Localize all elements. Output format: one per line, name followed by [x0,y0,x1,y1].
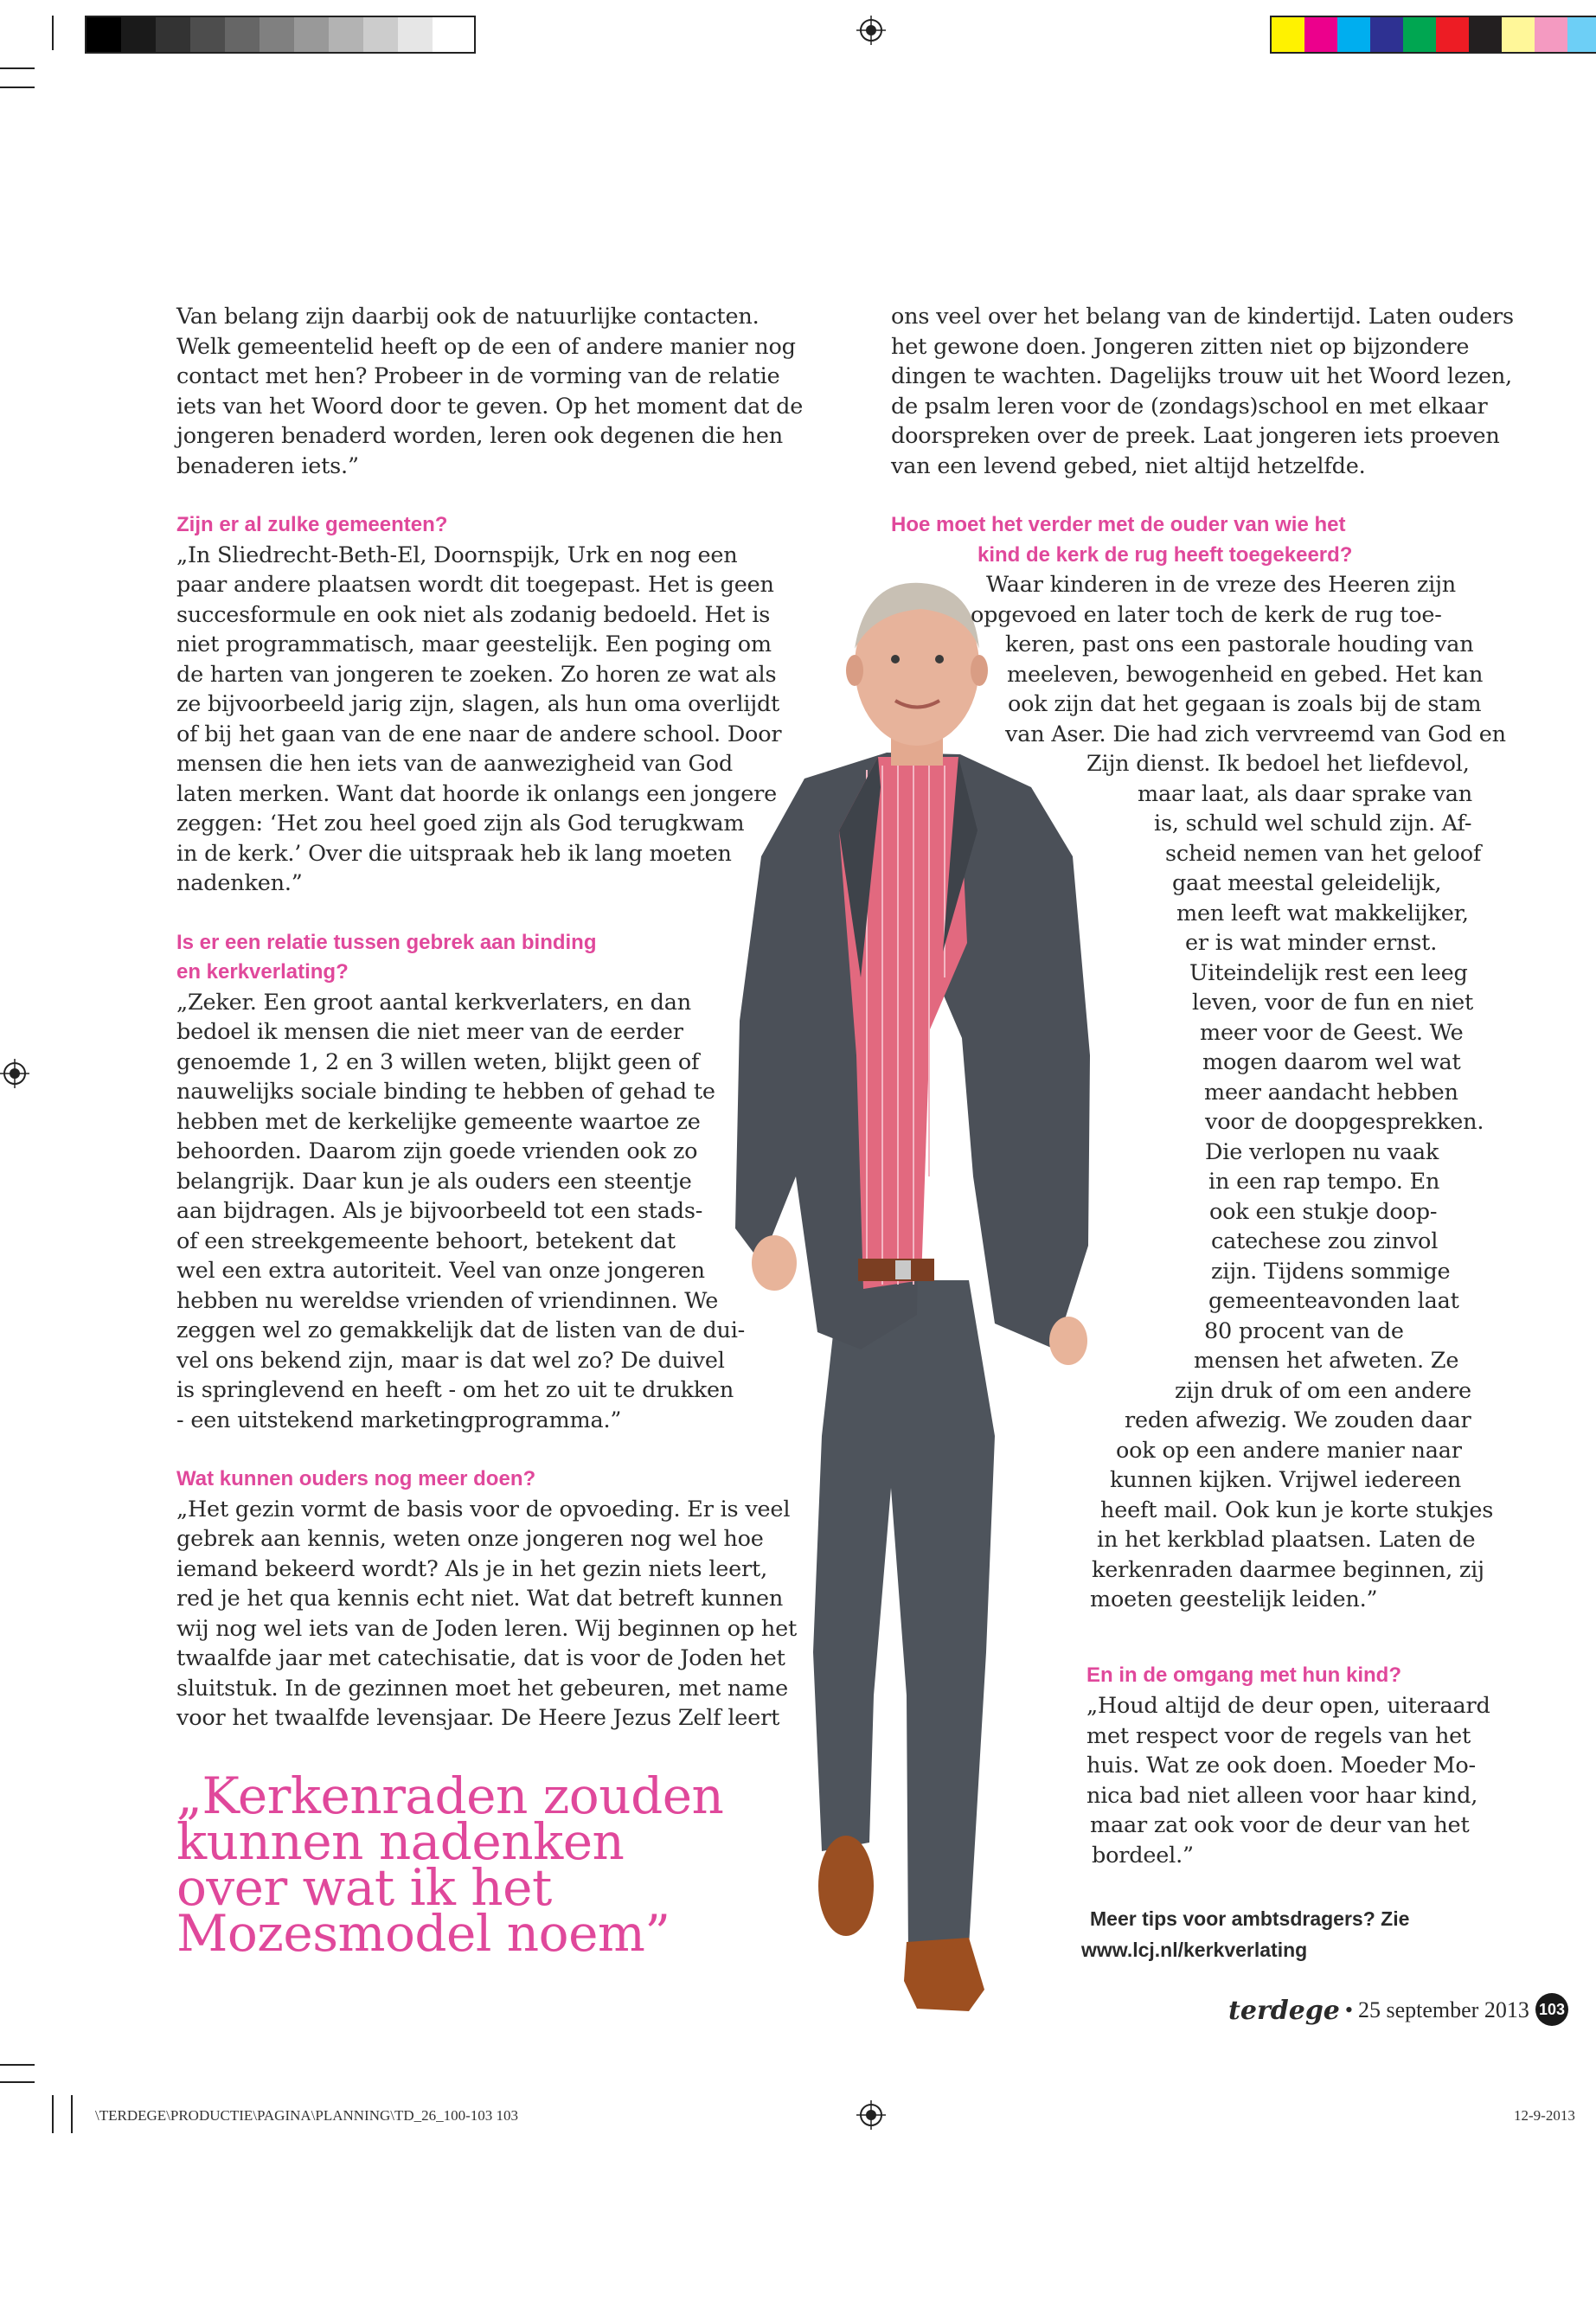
text-line: „In Sliedrecht-Beth-El, Doornspijk, Urk en nog een [176,542,738,568]
text-line: Uiteindelijk rest een leeg [1189,959,1468,986]
text-line: scheid nemen van het geloof [1165,840,1482,867]
text-line: dingen te wachten. Dagelijks trouw uit het Woord lezen, [891,363,1512,389]
text-line: hebben met de kerkelijke gemeente waartoe ze [176,1108,701,1135]
text-line: maar zat ook voor de deur van het [1090,1812,1470,1838]
column-right [891,302,1514,481]
text-line: ze bijvoorbeeld jarig zijn, slagen, als hun oma overlijdt [176,691,780,717]
text-line: bedoel ik mensen die niet meer van de eerder [176,1019,683,1045]
text-line: het gewone doen. Jongeren zitten niet op bijzondere [891,333,1470,360]
text-line: keren, past ons een pastorale houding van [1005,631,1474,657]
text-line: doorspreken over de preek. Laat jongeren iets proeven [891,423,1500,449]
text-line: succesformule en ook niet als zodanig bedoeld. Het is [176,601,771,628]
text-line: iets van het Woord door te geven. Op het moment dat de [176,393,804,420]
text-line: Die verlopen nu vaak [1205,1138,1439,1165]
crop-mark [0,2064,35,2066]
text-line: contact met hen? Probeer in de vorming van de relatie [176,363,780,389]
magazine-logo: terdege [1228,1995,1340,2026]
text-line: wel een extra autoriteit. Veel van onze jongeren [176,1258,705,1284]
pull-quote-line: kunnen nadenken [176,1812,625,1871]
text-line: ook zijn dat het gegaan is zoals bij de stam [1008,691,1482,717]
text-line: mogen daarom wel wat [1202,1049,1461,1075]
intro-paragraph [891,302,1514,481]
text-line: Van belang zijn daarbij ook de natuurlijke contacten. [176,304,760,330]
text-line: meeleven, bewogenheid en gebed. Het kan [1007,661,1484,688]
text-line: nauwelijks sociale binding te hebben of gehad te [176,1079,715,1105]
crop-mark [52,16,54,50]
pull-quote-line: over wat ik het [176,1858,552,1917]
text-line: „Zeker. Een groot aantal kerkverlaters, en dan [176,989,691,1016]
text-line: belangrijk. Daar kun je als ouders een steentje [176,1168,692,1195]
text-line: van een levend gebed, niet altijd hetzelfde. [891,452,1366,479]
text-line: moeten geestelijk leiden.” [1090,1586,1378,1612]
text-line: laten merken. Want dat hoorde ik onlangs een jongere [176,780,778,807]
text-line: vel ons bekend zijn, maar is dat wel zo? De duivel [176,1347,725,1374]
text-line: in de kerk.’ Over die uitspraak heb ik lang moeten [176,840,732,867]
text-line: hebben nu wereldse vrienden of vriendinnen. We [176,1287,719,1314]
text-line: paar andere plaatsen wordt dit toegepast. Het is geen [176,572,774,598]
text-line: jongeren benaderd worden, leren ook degenen die hen [176,423,783,449]
question-heading: Hoe moet het verder met de ouder van wie het [891,513,1346,536]
text-line: kunnen kijken. Vrijwel iedereen [1110,1467,1462,1493]
text-line: Welk gemeentelid heeft op de een of andere manier nog [176,333,796,360]
text-line: iemand bekeerd wordt? Als je in het gezin niets leert, [176,1555,768,1582]
issue-date: 25 september 2013 [1358,1997,1529,2022]
text-line: „Houd altijd de deur open, uiteraard [1086,1693,1490,1719]
question-heading: Zijn er al zulke gemeenten? [176,513,448,536]
text-line: ook een stukje doop- [1209,1198,1438,1225]
answer-paragraph [0,1691,1596,1870]
text-line: zijn. Tijdens sommige [1211,1258,1451,1285]
grayscale-bar [85,16,476,54]
text-line: leven, voor de fun en niet [1192,990,1474,1016]
tips-text: Meer tips voor ambtsdragers? Zie [1090,1907,1410,1930]
text-line: gebrek aan kennis, weten onze jongeren nog wel hoe [176,1526,764,1552]
text-line: ook op een andere manier naar [1116,1437,1462,1464]
question-heading: Wat kunnen ouders nog meer doen? [176,1467,536,1490]
text-line: in het kerkblad plaatsen. Laten de [1097,1527,1476,1553]
question-heading: en kerkverlating? [176,960,349,984]
text-line: meer aandacht hebben [1204,1079,1458,1106]
tips-box [1081,1903,1514,1965]
text-line: benaderen iets.” [176,452,359,479]
text-line: nadenken.” [176,870,303,896]
crop-mark [71,2095,73,2133]
text-line: voor de doopgesprekken. [1205,1109,1484,1135]
text-line: genoemde 1, 2 en 3 willen weten, blijkt geen of [176,1048,700,1075]
text-line: bordeel.” [1092,1842,1194,1868]
text-line: twaalfde jaar met catechisatie, dat is voor de Joden het [176,1645,785,1671]
text-line: of bij het gaan van de ene naar de andere school. Door [176,721,782,747]
crop-mark [0,67,35,69]
text-line: mensen het afweten. Ze [1194,1348,1459,1374]
text-line: aan bijdragen. Als je bijvoorbeeld tot een stads- [176,1198,703,1224]
text-line: de psalm leren voor de (zondags)school en met elkaar [891,393,1488,420]
text-line: Waar kinderen in de vreze des Heeren zijn [986,572,1457,598]
text-line: mensen die hen iets van de aanwezigheid van God [176,751,734,777]
question-heading: Is er een relatie tussen gebrek aan binding [176,930,597,954]
text-line: er is wat minder ernst. [1185,930,1438,956]
text-line: zeggen wel zo gemakkelijk dat de listen van de dui- [176,1317,746,1343]
registration-target-icon [856,2100,886,2130]
pull-quote-line: Mozesmodel noem” [176,1904,670,1963]
color-bar [1270,16,1596,54]
text-line: Zijn dienst. Ik bedoel het liefdevol, [1086,751,1470,777]
text-line: is springlevend en heeft - om het zo uit te drukken [176,1377,734,1403]
text-line: heeft mail. Ook kun je korte stukjes [1100,1497,1494,1523]
text-line: ons veel over het belang van de kindertijd. Laten ouders [891,304,1514,330]
question-heading-block [1086,1661,1554,1691]
text-line: is, schuld wel schuld zijn. Af- [1154,811,1472,836]
intro-paragraph [176,302,804,481]
text-line: „Het gezin vormt de basis voor de opvoeding. Er is veel [176,1496,791,1522]
tips-link[interactable]: www.lcj.nl/kerkverlating [1081,1939,1308,1961]
text-line: zeggen: ‘Het zou heel goed zijn als God terugkwam [176,811,745,836]
registration-target-icon [856,16,886,45]
text-line: gemeenteavonden laat [1208,1288,1459,1314]
page-footer [1228,1993,1566,2028]
text-line: 80 procent van de [1204,1317,1404,1344]
pull-quote-line: „Kerkenraden zouden [176,1766,724,1825]
page-number: 103 [1535,1993,1568,2026]
text-line: gaat meestal geleidelijk, [1172,870,1442,896]
text-line: wij nog wel iets van de Joden leren. Wij beginnen op het [176,1615,798,1642]
text-line: de harten van jongeren te zoeken. Zo horen ze wat als [176,661,777,688]
text-line: in een rap tempo. En [1208,1169,1440,1195]
text-line: huis. Wat ze ook doen. Moeder Mo- [1086,1753,1476,1779]
text-line: opgevoed en later toch de kerk de rug toe- [971,601,1442,628]
text-line: behoorden. Daarom zijn goede vrienden ook zo [176,1138,698,1164]
text-line: zijn druk of om een andere [1175,1377,1471,1404]
file-path-slug: \TERDEGE\PRODUCTIE\PAGINA\PLANNING\TD_26_100-103 103 [95,2107,519,2124]
text-line: maar laat, als daar sprake van [1138,780,1472,807]
crop-mark [0,87,35,88]
question-heading-block [891,510,1497,570]
text-line: voor het twaalfde levensjaar. De Heere Jezus Zelf leert [176,1705,780,1731]
text-line: of een streekgemeente behoort, betekent dat [176,1227,676,1254]
footer-bullet: • [1344,1997,1353,2022]
question-heading: kind de kerk de rug heeft toegekeerd? [977,542,1353,567]
text-line: kerkenraden daarmee beginnen, zij [1092,1556,1484,1583]
text-line: reden afwezig. We zouden daar [1125,1407,1471,1433]
text-line: meer voor de Geest. We [1200,1019,1464,1046]
text-line: catechese zou zinvol [1211,1228,1439,1254]
text-line: - een uitstekend marketingprogramma.” [176,1407,622,1433]
text-line: red je het qua kennis echt niet. Wat dat betreft kunnen [176,1586,784,1612]
text-line: met respect voor de regels van het [1086,1722,1471,1749]
crop-mark [52,2095,54,2133]
question-heading: En in de omgang met hun kind? [1086,1663,1401,1687]
text-line: nica bad niet alleen voor haar kind, [1086,1782,1478,1809]
text-line: men leeft wat makkelijker, [1176,900,1469,926]
text-line: sluitstuk. In de gezinnen moet het gebeuren, met name [176,1675,789,1702]
crop-mark [0,2081,35,2083]
answer-paragraph [0,570,1596,1615]
slug-date: 12-9-2013 [1514,2107,1575,2124]
text-line: niet programmatisch, maar geestelijk. Een poging om [176,631,772,657]
text-line: van Aser. Die had zich vervreemd van God en [1005,721,1506,747]
